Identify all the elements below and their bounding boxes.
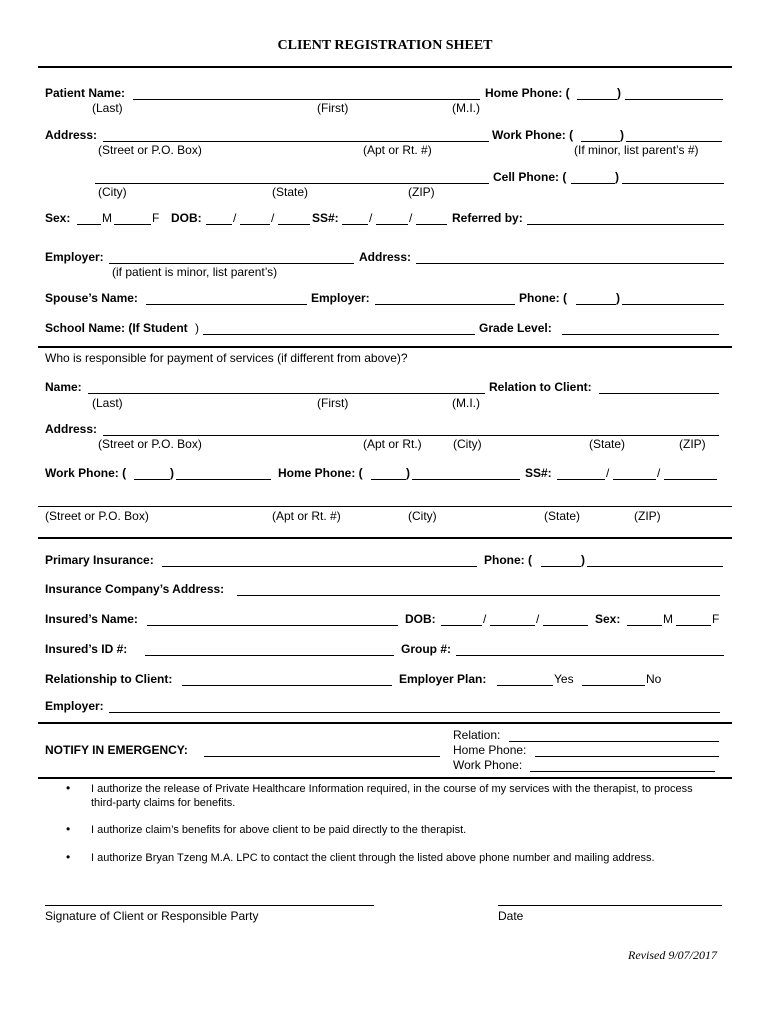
- payer-home-phone-label: Home Phone: (: [278, 466, 363, 480]
- ss-part1-field[interactable]: [342, 210, 368, 225]
- emergency-work-phone-field[interactable]: [530, 757, 715, 772]
- revised-date: Revised 9/07/2017: [628, 948, 717, 962]
- signature-label: Signature of Client or Responsible Party: [45, 909, 259, 923]
- authorization-2: I authorize claim’s benefits for above client to be paid directly to the therapist.: [91, 824, 467, 836]
- notify-emergency-field[interactable]: [204, 742, 440, 757]
- company-address-label: Insurance Company’s Address:: [45, 582, 225, 596]
- insured-dob-day-field[interactable]: [490, 611, 535, 626]
- sub-state: (State): [589, 437, 626, 451]
- employer-plan-no-field[interactable]: [582, 671, 645, 686]
- sub-street: (Street or P.O. Box): [45, 509, 149, 523]
- emergency-home-phone-label: Home Phone:: [453, 743, 527, 757]
- insured-dob-label: DOB:: [405, 612, 436, 626]
- cell-phone-label: Cell Phone: (: [493, 170, 567, 184]
- payer-work-phone-label: Work Phone: (: [45, 466, 127, 480]
- home-phone-field[interactable]: [625, 85, 723, 100]
- sub-state: (State): [272, 185, 309, 199]
- emergency-relation-label: Relation:: [453, 728, 501, 742]
- sub-state: (State): [544, 509, 581, 523]
- slash: /: [233, 211, 237, 225]
- employer-address-label: Address:: [359, 250, 412, 264]
- payer-address-field[interactable]: [103, 421, 719, 436]
- sub-mi: (M.I.): [452, 396, 480, 410]
- paren-close: ): [616, 291, 620, 305]
- cell-phone-area-field[interactable]: [571, 169, 615, 184]
- employer-label: Employer:: [45, 250, 104, 264]
- sex-f-field[interactable]: [114, 210, 151, 225]
- paren-close: ): [615, 170, 619, 184]
- yes-label: Yes: [554, 672, 574, 686]
- authorization-1-line2: third-party claims for benefits.: [91, 797, 236, 809]
- sub-first: (First): [317, 396, 349, 410]
- sub-city: (City): [408, 509, 437, 523]
- sub-apt: (Apt or Rt. #): [363, 143, 432, 157]
- insured-dob-year-field[interactable]: [543, 611, 588, 626]
- dob-year-field[interactable]: [278, 210, 310, 225]
- sex-m-field[interactable]: [77, 210, 101, 225]
- payer-ss-part3-field[interactable]: [664, 465, 717, 480]
- employer-address-field[interactable]: [416, 249, 724, 264]
- sex-f: F: [712, 612, 720, 626]
- insured-sex-f-field[interactable]: [676, 611, 711, 626]
- work-phone-area-field[interactable]: [581, 127, 620, 142]
- address-field[interactable]: [103, 127, 489, 142]
- primary-insurance-label: Primary Insurance:: [45, 553, 154, 567]
- payer-name-field[interactable]: [88, 379, 485, 394]
- insurance-phone-label: Phone: (: [484, 553, 532, 567]
- divider: [38, 537, 732, 539]
- date-field[interactable]: [498, 893, 722, 906]
- paren-close: ): [581, 553, 585, 567]
- divider: [38, 506, 732, 507]
- work-phone-label: Work Phone: (: [492, 128, 574, 142]
- sub-zip: (ZIP): [408, 185, 435, 199]
- payer-address-label: Address:: [45, 422, 98, 436]
- insured-sex-label: Sex:: [595, 612, 621, 626]
- sub-street: (Street or P.O. Box): [98, 437, 202, 451]
- payer-question: Who is responsible for payment of services (if different from above)?: [45, 351, 408, 365]
- page-title: CLIENT REGISTRATION SHEET: [277, 38, 493, 53]
- address-label: Address:: [45, 128, 98, 142]
- referred-field[interactable]: [527, 210, 724, 225]
- bullet-icon: •: [66, 822, 71, 836]
- dob-month-field[interactable]: [206, 210, 232, 225]
- relationship-field[interactable]: [182, 671, 392, 686]
- insurance-employer-field[interactable]: [109, 698, 720, 713]
- sub-city: (City): [98, 185, 127, 199]
- paren-close: ): [617, 86, 621, 100]
- paren-close: ): [406, 466, 410, 480]
- paren-close: ): [620, 128, 624, 142]
- insured-name-label: Insured’s Name:: [45, 612, 138, 626]
- authorization-3: I authorize Bryan Tzeng M.A. LPC to contact the client through the listed above phone number and mailing address.: [91, 852, 655, 864]
- grade-field[interactable]: [562, 320, 719, 335]
- insurance-phone-field[interactable]: [587, 552, 723, 567]
- slash: /: [606, 466, 610, 480]
- slash: /: [271, 211, 275, 225]
- payer-home-area-field[interactable]: [371, 465, 406, 480]
- emergency-work-phone-label: Work Phone:: [453, 758, 523, 772]
- payer-ss-part2-field[interactable]: [613, 465, 656, 480]
- cell-phone-field[interactable]: [622, 169, 724, 184]
- group-field[interactable]: [456, 641, 724, 656]
- emergency-relation-field[interactable]: [509, 727, 719, 742]
- sub-city: (City): [453, 437, 482, 451]
- sex-m: M: [102, 211, 112, 225]
- city-state-zip-field[interactable]: [95, 169, 489, 184]
- paren-close: ): [170, 466, 174, 480]
- sub-last: (Last): [92, 396, 123, 410]
- company-address-field[interactable]: [237, 581, 720, 596]
- relation-label: Relation to Client:: [489, 380, 592, 394]
- spouse-phone-label: Phone: (: [519, 291, 567, 305]
- dob-label: DOB:: [171, 211, 202, 225]
- insured-sex-m-field[interactable]: [627, 611, 662, 626]
- spouse-employer-label: Employer:: [311, 291, 370, 305]
- patient-name-field[interactable]: [133, 85, 480, 100]
- sub-street: (Street or P.O. Box): [98, 143, 202, 157]
- sub-minor-list: (if patient is minor, list parent’s): [112, 265, 278, 279]
- payer-home-phone-field[interactable]: [412, 465, 520, 480]
- bullet-icon: •: [66, 781, 71, 795]
- sex-m: M: [663, 612, 673, 626]
- payer-ss-label: SS#:: [525, 466, 552, 480]
- relation-field[interactable]: [599, 379, 719, 394]
- insured-dob-month-field[interactable]: [441, 611, 482, 626]
- date-label: Date: [498, 909, 524, 923]
- sub-zip: (ZIP): [679, 437, 706, 451]
- spouse-employer-field[interactable]: [375, 290, 515, 305]
- ss-label: SS#:: [312, 211, 339, 225]
- referred-label: Referred by:: [452, 211, 523, 225]
- employer-plan-yes-field[interactable]: [497, 671, 553, 686]
- sub-minor-parent: (If minor, list parent’s #): [574, 143, 699, 157]
- home-phone-label: Home Phone: (: [485, 86, 570, 100]
- slash: /: [369, 211, 373, 225]
- insured-id-label: Insured’s ID #:: [45, 642, 128, 656]
- insured-name-field[interactable]: [147, 611, 398, 626]
- divider: [38, 66, 732, 68]
- sub-first: (First): [317, 101, 349, 115]
- bullet-icon: •: [66, 850, 71, 864]
- home-phone-area-field[interactable]: [577, 85, 617, 100]
- spouse-label: Spouse’s Name:: [45, 291, 138, 305]
- relationship-label: Relationship to Client:: [45, 672, 173, 686]
- payer-work-phone-field[interactable]: [176, 465, 271, 480]
- employer-plan-label: Employer Plan:: [399, 672, 487, 686]
- emergency-home-phone-field[interactable]: [535, 742, 719, 757]
- divider: [38, 777, 732, 779]
- authorization-1-line1: I authorize the release of Private Healthcare Information required, in the course of my services with the therapist, to process: [91, 783, 693, 795]
- insured-id-field[interactable]: [145, 641, 394, 656]
- work-phone-field[interactable]: [626, 127, 722, 142]
- sub-last: (Last): [92, 101, 123, 115]
- payer-name-label: Name:: [45, 380, 82, 394]
- sub-apt: (Apt or Rt.): [363, 437, 422, 451]
- ss-part3-field[interactable]: [416, 210, 447, 225]
- spouse-phone-field[interactable]: [622, 290, 724, 305]
- dob-day-field[interactable]: [240, 210, 270, 225]
- sub-apt: (Apt or Rt. #): [272, 509, 341, 523]
- school-label: School Name: (If Student: [45, 321, 188, 335]
- sub-mi: (M.I.): [452, 101, 480, 115]
- slash: /: [536, 612, 540, 626]
- divider: [38, 722, 732, 724]
- insurance-phone-area-field[interactable]: [541, 552, 581, 567]
- paren-close: ): [195, 321, 199, 335]
- primary-insurance-field[interactable]: [162, 552, 477, 567]
- spouse-phone-area-field[interactable]: [576, 290, 616, 305]
- notify-emergency-label: NOTIFY IN EMERGENCY:: [45, 743, 188, 757]
- sub-zip: (ZIP): [634, 509, 661, 523]
- grade-label: Grade Level:: [479, 321, 552, 335]
- patient-name-label: Patient Name:: [45, 86, 126, 100]
- signature-field[interactable]: [45, 893, 374, 906]
- ss-part2-field[interactable]: [376, 210, 408, 225]
- payer-work-area-field[interactable]: [134, 465, 170, 480]
- school-field[interactable]: [203, 320, 475, 335]
- slash: /: [483, 612, 487, 626]
- sex-label: Sex:: [45, 211, 71, 225]
- group-label: Group #:: [401, 642, 451, 656]
- spouse-field[interactable]: [146, 290, 307, 305]
- slash: /: [657, 466, 661, 480]
- slash: /: [409, 211, 413, 225]
- insurance-employer-label: Employer:: [45, 699, 104, 713]
- divider: [38, 346, 732, 348]
- no-label: No: [646, 672, 662, 686]
- employer-field[interactable]: [109, 249, 354, 264]
- payer-ss-part1-field[interactable]: [557, 465, 605, 480]
- sex-f: F: [152, 211, 160, 225]
